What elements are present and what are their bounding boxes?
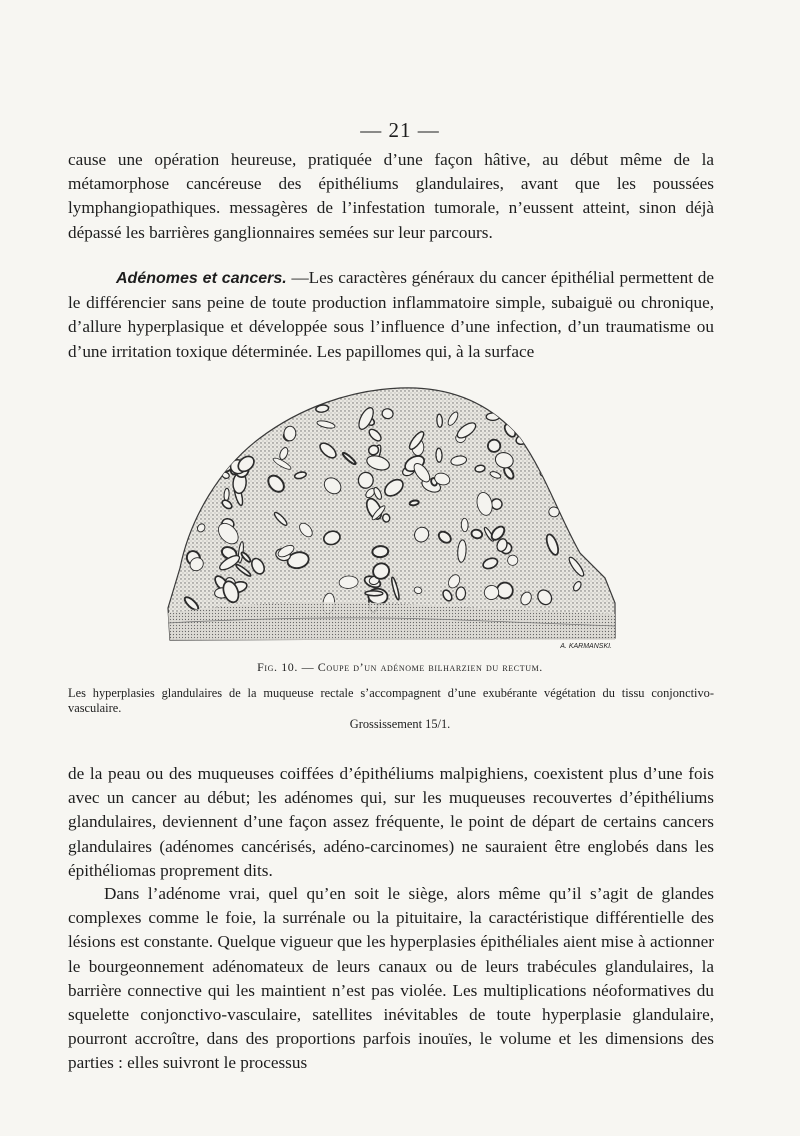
gland-lumen bbox=[218, 428, 229, 444]
gland-lumen bbox=[566, 462, 578, 477]
gland-lumen bbox=[461, 518, 468, 532]
gland-lumen bbox=[233, 394, 255, 418]
gland-lumen bbox=[213, 397, 233, 417]
paragraph-papillomes: de la peau ou des muqueuses coiffées d’épithéliums malpighiens, coexistent plus d’une fois avec un cancer au début; les adénomes qui, sur les muqueuses recouvertes d’épithéliums glandulaires, deviennent d’une façon assez fréquente, le point de départ de certains cancers glandulaires (adénomes cancérisés, adéno-carcinomes) ne sauraient être englobés dans les épithéliomas proprement dits. bbox=[68, 764, 714, 880]
gland-lumen bbox=[569, 503, 579, 514]
gland-lumen bbox=[372, 546, 389, 558]
gland-lumen bbox=[545, 417, 556, 432]
paragraph-adenome-vrai: Dans l’adénome vrai, quel qu’en soit le siège, alors même qu’il s’agit de glandes complexes comme le foie, la surrénale ou la pituitaire, la caractéristique différentielle des lésions est constante. Quelque vigueur que les hyperplasies épithéliales aient mise à actionner le bourgeonnement adénomateux de leurs canaux ou de leurs trabécules glandulaires, la barrière connective qui les maintient n’est pas violée. Les multiplications néoformatives du squelette conjonctivo-vasculaire, satellites inévitables de toute hyperplasie glandulaire, pourront accroître, dans des proportions parfois inouïes, le volume et les dimensions des parties : elles suivront le processus bbox=[68, 884, 714, 1073]
gland-lumen bbox=[224, 488, 230, 501]
adenoma-section-illustration bbox=[160, 378, 620, 658]
paragraph-intro: cause une opération heureuse, pratiquée d’une façon hâtive, au début même de la métamorphose cancéreuse des épithéliums glandulaires, avant que les poussées lymphangiopathiques. messagères de l’infestation tumorale, n’eussent atteint, sinon déjà dépassé les barrières ganglionnaires semées sur leur parcours. bbox=[68, 150, 714, 242]
gland-lumen bbox=[570, 521, 580, 534]
gland-lumen bbox=[563, 397, 577, 410]
gland-lumen bbox=[217, 440, 231, 452]
gland-lumen bbox=[436, 448, 442, 462]
paragraph-adenomes bbox=[68, 266, 714, 364]
gland-lumen bbox=[486, 413, 499, 420]
section-heading: Adénomes et cancers. bbox=[116, 270, 287, 287]
paragraph-adenomes-body: —Les caractères généraux du cancer épithélial permettent de le différencier sans peine de toute production inflammatoire simple, subaiguë ou chronique, d’allure hyperplasique et développée sous l’influence d’une infection, d’un traumatisme ou d’une irritation toxique déterminée. Les papillomes qui, à la surface bbox=[68, 268, 715, 361]
gland-lumen bbox=[382, 513, 390, 522]
gland-lumen bbox=[358, 472, 374, 489]
figure-magnification: Grossissement 15/1. bbox=[349, 717, 451, 731]
gland-lumen bbox=[186, 496, 195, 511]
gland-lumen bbox=[574, 409, 584, 430]
gland-lumen bbox=[436, 414, 442, 428]
gland-lumen bbox=[575, 435, 584, 443]
page-number: — 21 — bbox=[360, 118, 440, 142]
gland-lumen bbox=[218, 413, 228, 421]
figure-caption: Fig. 10. — Coupe d’un adénome bilharzien du rectum. bbox=[257, 660, 543, 674]
gland-lumen bbox=[544, 453, 552, 462]
histology-figure bbox=[160, 378, 620, 658]
gland-lumen bbox=[184, 470, 202, 483]
gland-lumen bbox=[456, 587, 466, 601]
gland-lumen bbox=[284, 426, 297, 441]
gland-lumen bbox=[191, 432, 203, 449]
gland-lumen bbox=[244, 392, 270, 416]
figure-description: Les hyperplasies glandulaires de la muqueuse rectale s’accompagnent d’une exubérante végétation du tissu conjonctivo-vasculaire. bbox=[68, 686, 714, 715]
gland-lumen bbox=[507, 555, 518, 566]
gland-lumen bbox=[365, 591, 383, 596]
gland-lumen bbox=[192, 440, 209, 453]
gland-lumen bbox=[409, 500, 419, 506]
gland-lumen bbox=[207, 448, 219, 464]
engraver-signature: A. KARMANSKI. bbox=[560, 643, 612, 650]
gland-lumen bbox=[546, 419, 567, 434]
gland-lumen bbox=[558, 453, 581, 478]
